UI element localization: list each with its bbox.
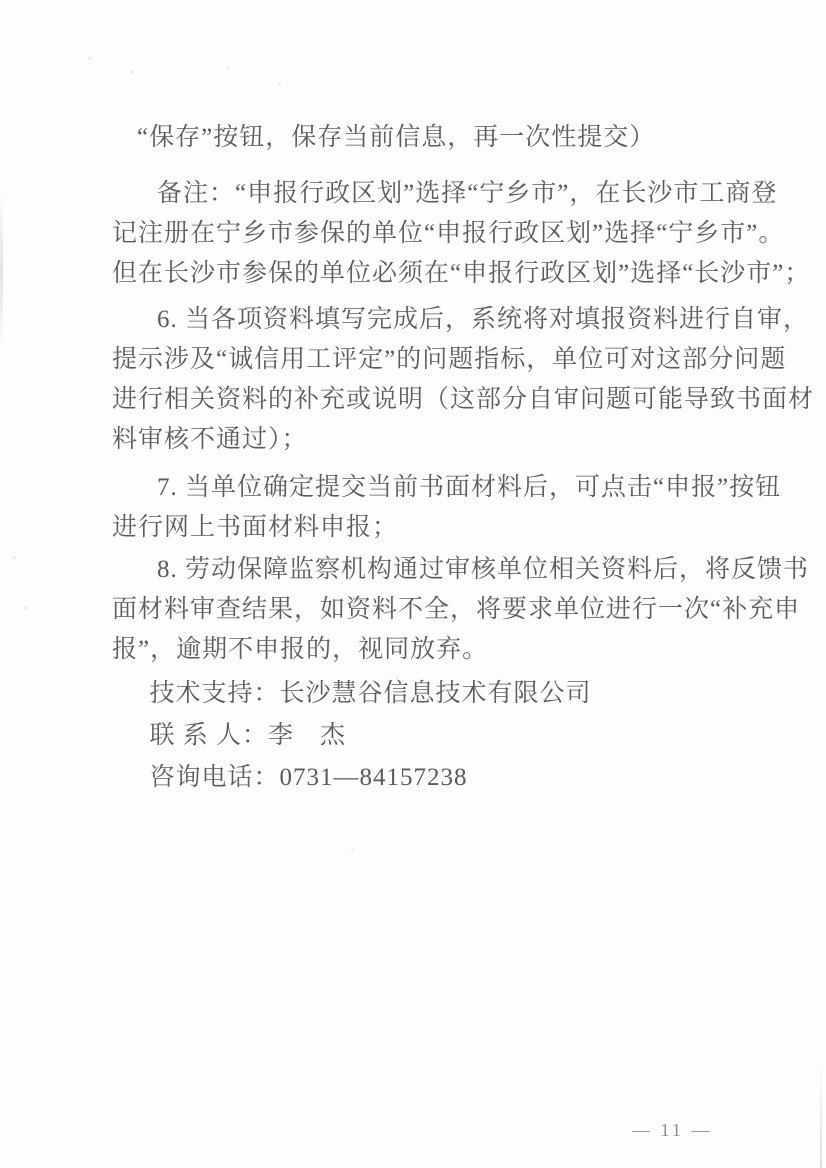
text-line: 6. 当各项资料填写完成后，系统将对填报资料进行自审，	[157, 306, 810, 333]
text-line: “保存”按钮，保存当前信息，再一次性提交）	[137, 124, 656, 151]
text-line: 7. 当单位确定提交当前书面材料后，可点击“申报”按钮	[157, 474, 782, 501]
paragraph-item-6	[112, 300, 815, 460]
text-line: 进行相关资料的补充或说明（这部分自审问题可能导致书面材	[112, 386, 815, 413]
paragraph-note	[112, 174, 811, 294]
scan-speck	[12, 556, 16, 559]
scan-speck	[226, 66, 229, 69]
paragraph-item-8	[112, 550, 810, 670]
text-line: 8. 劳动保障监察机构通过审核单位相关资料后，将反馈书	[157, 556, 810, 583]
text-line: 报”，逾期不申报的，视同放弃。	[112, 636, 489, 663]
text-line: 但在长沙市参保的单位必须在“申报行政区划”选择“长沙市”；	[112, 260, 811, 287]
page-edge-shadow	[0, 190, 3, 350]
page-edge-shadow	[820, 1060, 822, 1168]
text-line: 备注：“申报行政区划”选择“宁乡市”，在长沙市工商登	[157, 180, 778, 207]
page-number: — 11 —	[632, 1120, 713, 1140]
scan-speck	[278, 82, 281, 85]
paragraph-item-7	[112, 468, 800, 548]
paragraph-continuation	[112, 118, 800, 158]
text-line: 提示涉及“诚信用工评定”的问题指标，单位可对这部分问题	[112, 346, 787, 373]
text-line: 技术支持：长沙慧谷信息技术有限公司	[149, 680, 592, 707]
tech-support-line	[112, 674, 800, 714]
scan-speck	[350, 848, 356, 851]
scan-speck	[88, 57, 92, 60]
phone-line	[112, 758, 800, 798]
text-line: 联 系 人：李 杰	[149, 722, 347, 749]
text-line: 记注册在宁乡市参保的单位“申报行政区划”选择“宁乡市”。	[112, 220, 785, 247]
scan-speck	[24, 606, 27, 610]
document-body	[112, 118, 815, 798]
text-line: 料审核不通过）；	[112, 426, 308, 453]
scan-speck	[130, 70, 133, 74]
text-line: 面材料审查结果，如资料不全，将要求单位进行一次“补充申	[112, 596, 801, 623]
text-line: 进行网上书面材料申报；	[112, 514, 399, 541]
contact-person-line	[112, 716, 800, 756]
text-line: 咨询电话：0731—84157238	[149, 764, 468, 791]
